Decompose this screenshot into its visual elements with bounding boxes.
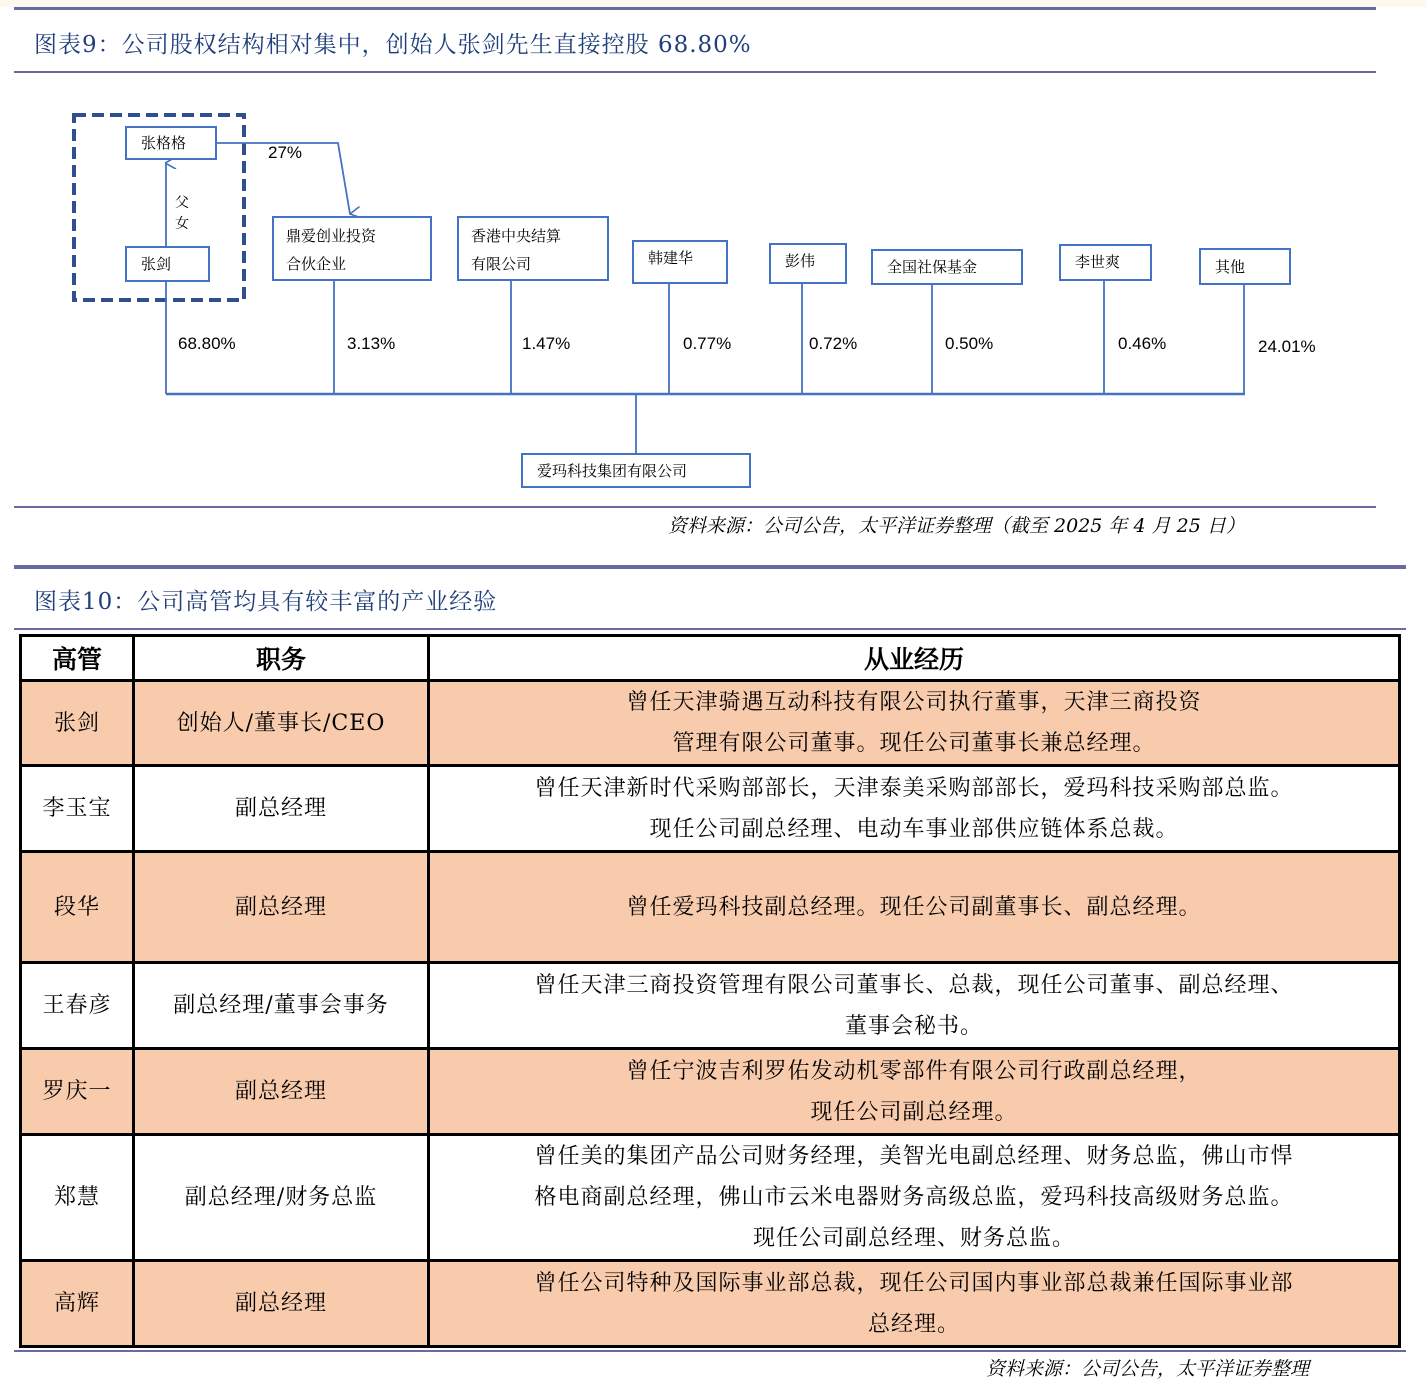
shareholder-box-zhang-gege: 张格格 (125, 126, 217, 160)
table-row (21, 681, 1400, 766)
header-position: 职务 (134, 636, 429, 681)
figure10-title: 图表10：公司高管均具有较丰富的产业经验 (34, 589, 498, 615)
executive-role: 副总经理 (134, 852, 429, 963)
executive-name: 段华 (21, 852, 134, 963)
shareholder-box-zhang-jian: 张剑 (125, 246, 210, 282)
box-line: 香港中央结算 (471, 227, 562, 245)
shareholder-box-dingai (272, 216, 432, 281)
executive-role: 副总经理 (134, 1049, 429, 1135)
executive-name: 李玉宝 (21, 766, 134, 852)
stake-label: 3.13% (347, 334, 396, 353)
relation-daughter: 女 (175, 216, 189, 232)
experience-line: 曾任天津三商投资管理有限公司董事长、总裁，现任公司董事、副总经理、 (534, 972, 1294, 998)
executive-role: 副总经理/财务总监 (134, 1135, 429, 1261)
table-row (21, 963, 1400, 1049)
executive-name: 罗庆一 (21, 1049, 134, 1135)
experience-line: 现任公司副总经理。 (810, 1099, 1018, 1125)
executive-experience (429, 681, 1400, 766)
executives-table (19, 634, 1401, 1348)
experience-line: 格电商副总经理，佛山市云米电器财务高级总监，爱玛科技高级财务总监。 (534, 1185, 1294, 1210)
shareholder-box-ssf: 全国社保基金 (871, 249, 1023, 285)
table-row (21, 766, 1400, 852)
stake-label: 0.77% (683, 334, 732, 353)
relation-father: 父 (175, 195, 189, 211)
table-row (21, 852, 1400, 963)
experience-line: 现任公司副总经理、电动车事业部供应链体系总裁。 (649, 816, 1179, 842)
experience-line: 曾任美的集团产品公司财务经理，美智光电副总经理、财务总监，佛山市悍 (534, 1144, 1294, 1169)
company-box: 爱玛科技集团有限公司 (521, 453, 751, 488)
shareholder-box-hkscc (457, 216, 609, 281)
executive-name: 郑慧 (21, 1135, 134, 1261)
box-line: 合伙企业 (286, 255, 347, 273)
table-row (21, 1261, 1400, 1347)
figure9-source: 资料来源：公司公告，太平洋证券整理（截至 2025 年 4 月 25 日） (668, 515, 1245, 537)
table-header-row (21, 636, 1400, 681)
header-executive: 高管 (21, 636, 134, 681)
experience-line: 曾任天津骑遇互动科技有限公司执行董事，天津三商投资 (626, 690, 1202, 715)
executive-role: 创始人/董事长/CEO (134, 681, 429, 766)
figure9-title: 图表9：公司股权结构相对集中，创始人张剑先生直接控股 68.80% (34, 32, 752, 58)
stake-connectors (166, 280, 1245, 454)
experience-line: 现任公司副总经理、财务总监。 (752, 1226, 1075, 1251)
executive-name: 张剑 (21, 681, 134, 766)
executive-experience (429, 1135, 1400, 1261)
shareholder-box-peng-wei: 彭伟 (769, 243, 847, 284)
box-line: 鼎爱创业投资 (286, 227, 377, 245)
shareholder-box-li-shishuang: 李世爽 (1059, 244, 1152, 281)
experience-line: 曾任宁波吉利罗佑发动机零部件有限公司行政副总经理， (626, 1058, 1202, 1084)
executive-name: 王春彦 (21, 963, 134, 1049)
executive-experience (429, 766, 1400, 852)
stake-label: 0.72% (809, 334, 858, 353)
figure10-top-rule (14, 565, 1406, 569)
table-row (21, 1135, 1400, 1261)
stake-label: 68.80% (178, 334, 236, 353)
experience-line: 总经理。 (867, 1311, 960, 1337)
table-row (21, 1049, 1400, 1135)
shareholder-box-han-jianhua: 韩建华 (632, 240, 728, 284)
executive-name: 高辉 (21, 1261, 134, 1347)
box-line: 有限公司 (471, 255, 532, 273)
experience-line: 董事会秘书。 (844, 1013, 983, 1039)
daughter-stake-label: 27% (268, 143, 303, 162)
executive-experience (429, 1261, 1400, 1347)
executive-experience (429, 852, 1400, 963)
executive-role: 副总经理 (134, 1261, 429, 1347)
stake-label: 0.46% (1118, 334, 1167, 353)
experience-line: 曾任天津新时代采购部部长，天津泰美采购部部长，爱玛科技采购部总监。 (534, 775, 1294, 801)
shareholder-box-others: 其他 (1199, 248, 1291, 285)
figure10-bottom-rule (14, 1350, 1406, 1352)
executive-role: 副总经理 (134, 766, 429, 852)
figure9-bottom-rule (14, 506, 1376, 508)
experience-line: 曾任公司特种及国际事业部总裁，现任公司国内事业部总裁兼任国际事业部 (534, 1270, 1294, 1296)
stake-label: 1.47% (522, 334, 571, 353)
stake-label: 0.50% (945, 334, 994, 353)
figure10-title-rule (14, 628, 1406, 630)
header-experience: 从业经历 (429, 636, 1400, 681)
figure10-source: 资料来源：公司公告，太平洋证券整理 (986, 1358, 1310, 1380)
experience-line: 管理有限公司董事。现任公司董事长兼总经理。 (672, 731, 1156, 756)
experience-line: 曾任爱玛科技副总经理。现任公司副董事长、副总经理。 (626, 894, 1202, 920)
executive-experience (429, 1049, 1400, 1135)
stake-label: 24.01% (1258, 337, 1316, 356)
executive-role: 副总经理/董事会事务 (134, 963, 429, 1049)
executive-experience (429, 963, 1400, 1049)
relation-label (175, 193, 191, 235)
